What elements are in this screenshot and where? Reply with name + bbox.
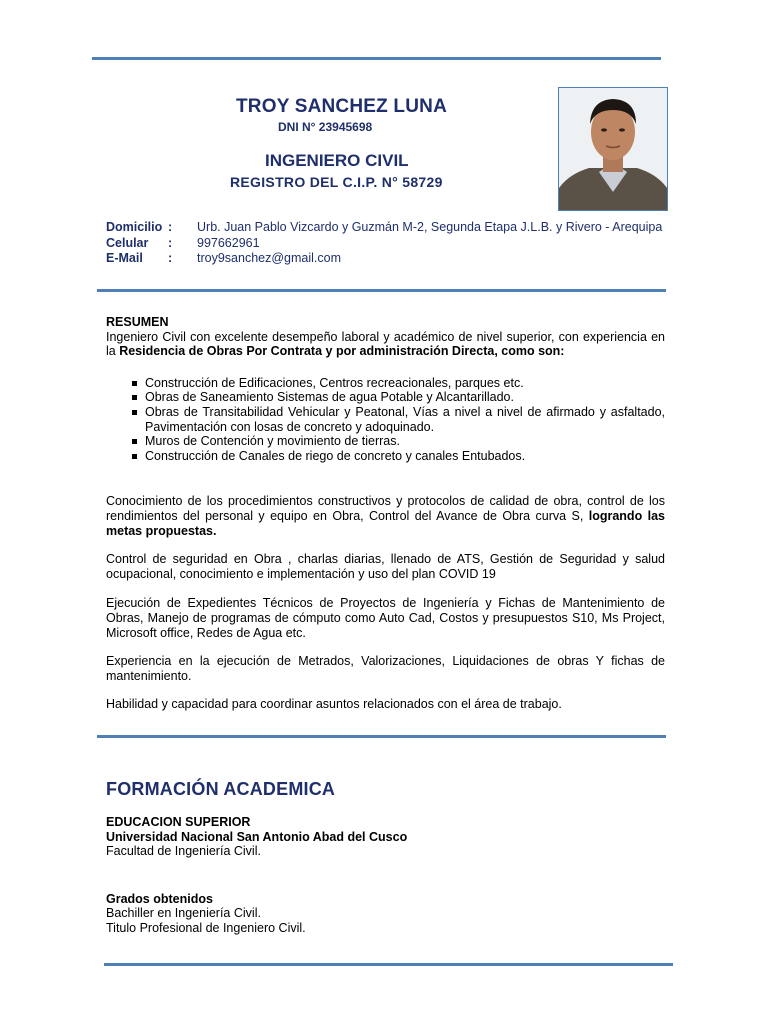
top-divider [92,57,661,60]
profile-photo [558,87,668,211]
summary-intro-text: Ingeniero Civil con excelente desempeño laboral y académico de nivel superior, con experiencia en la [106,329,665,359]
summary-paragraph-4: Experiencia en la ejecución de Metrados, Valorizaciones, Liquidaciones de obras Y fichas de mantenimiento. [106,654,665,683]
contact-row-email [106,251,676,267]
list-item: Construcción de Edificaciones, Centros recreacionales, parques etc. [106,376,665,391]
summary-divider [97,735,666,738]
degree-bachelor: Bachiller en Ingeniería Civil. [106,906,261,921]
bottom-divider [104,963,673,966]
address-value: Urb. Juan Pablo Vizcardo y Guzmán M-2, Segunda Etapa J.L.B. y Rivero - Arequipa [197,220,663,234]
summary-intro [106,330,665,359]
email-value[interactable]: troy9sanchez@gmail.com [197,251,341,265]
degree-professional: Titulo Profesional de Ingeniero Civil. [106,920,306,935]
higher-education-heading: EDUCACION SUPERIOR [106,815,251,829]
dni-number: DNI N° 23945698 [278,120,373,134]
paragraph-1-emphasis: logrando las metas propuestas. [106,508,665,538]
summary-section [106,315,665,712]
education-section-title: FORMACIÓN ACADEMICA [106,779,336,799]
education-section [106,815,665,936]
candidate-name: TROY SANCHEZ LUNA [236,96,447,117]
email-separator: : [168,251,173,265]
degrees-heading: Grados obtenidos [106,891,213,906]
summary-paragraph-1 [106,494,665,538]
phone-label: Celular [106,235,149,250]
summary-intro-emphasis: Residencia de Obras Por Contrata y por administración Directa, como son: [119,344,565,359]
phone-separator: : [168,235,173,250]
address-separator: : [168,220,173,234]
profession-title: INGENIERO CIVIL [265,151,409,170]
address-label: Domicilio [106,220,163,234]
registration-number: REGISTRO DEL C.I.P. N° 58729 [230,174,443,190]
phone-value: 997662961 [197,235,260,250]
university-name: Universidad Nacional San Antonio Abad del Cusco [106,829,408,844]
summary-heading: RESUMEN [106,315,169,329]
email-label: E-Mail [106,251,143,265]
list-item: Obras de Saneamiento Sistemas de agua Potable y Alcantarillado. [106,390,665,405]
contact-divider [97,289,666,292]
paragraph-1-text: Conocimiento de los procedimientos constructivos y protocolos de calidad de obra, control de los rendimientos del personal y equipo en Obra, Control del Avance de Obra curva S, [106,494,665,523]
list-item: Muros de Contención y movimiento de tierras. [106,434,665,449]
summary-paragraph-3: Ejecución de Expedientes Técnicos de Proyectos de Ingeniería y Fichas de Mantenimiento de Obras, Manejo de programas de cómputo como Auto Cad, Costos y presupuestos S10, Ms Project, Microsoft office, Redes de Agua etc. [106,596,665,640]
summary-paragraph-5: Habilidad y capacidad para coordinar asuntos relacionados con el área de trabajo. [106,697,562,712]
summary-paragraph-2: Control de seguridad en Obra , charlas diarias, llenado de ATS, Gestión de Seguridad y salud ocupacional, conocimiento e implementación y uso del plan COVID 19 [106,552,665,581]
faculty-name: Facultad de Ingeniería Civil. [106,844,261,859]
experience-list [106,376,665,464]
list-item: Construcción de Canales de riego de concreto y canales Entubados. [106,449,665,464]
contact-info [106,220,676,267]
contact-row-address [106,220,676,236]
list-item: Obras de Transitabilidad Vehicular y Peatonal, Vías a nivel a nivel de afirmado y asfaltado, Pavimentación con losas de concreto y adoquinado. [106,405,665,434]
contact-row-phone [106,236,676,252]
portrait-image [559,88,667,210]
